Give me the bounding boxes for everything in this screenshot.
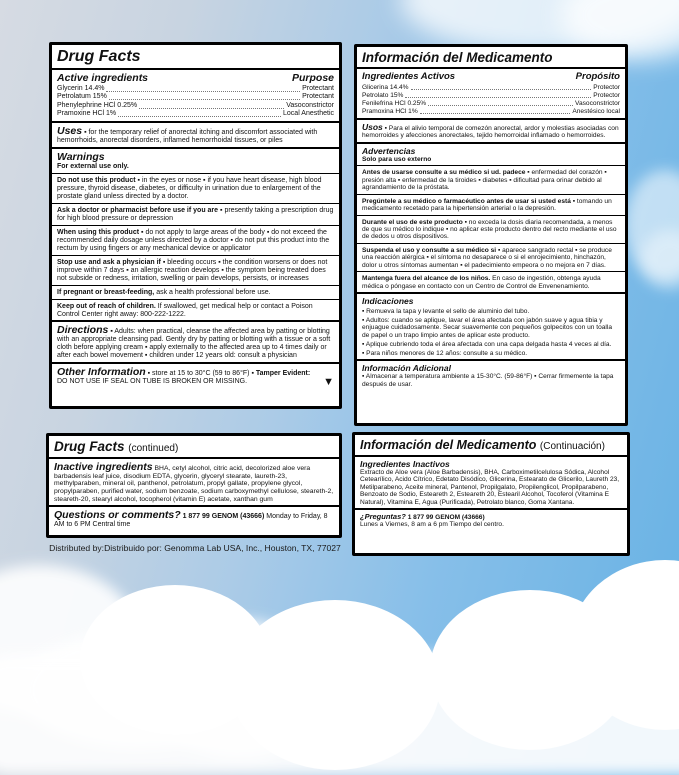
panel-info-continuacion-es [352,432,630,556]
title-text: Información del Medicamento [362,50,553,65]
indicaciones-bullet: ▪ Para niños menores de 12 años: consulte a su médico. [362,349,528,357]
ingredient-row [57,93,334,102]
warning-head: When using this product [57,228,140,236]
indicaciones-bullet: ▪ Adultos: cuando se aplique, lavar el área afectada con jabón suave y agua tibia y enjuague cuidadosamente. Secar suavemente con pequeños golpecitos con un toalla de papel o un trapo limpio antes de aplicar este producto. [362,316,613,339]
uso-externo-note: Solo para uso externo [362,155,432,163]
panel-drug-facts-en [49,42,342,409]
advertencias-heading: Advertencias [362,145,416,156]
preguntas-section [355,508,627,531]
distributed-by-line: Distributed by:Distribuido por: Genomma Lab USA, Inc., Houston, TX, 77027 [49,543,341,553]
warning-head: Suspenda el uso y consulte a su médico si [362,246,497,254]
dotted-leader [428,105,573,106]
title-text: Información del Medicamento [360,438,537,452]
inactive-ingredients-section [49,459,339,506]
ingredient-purpose: Vasoconstrictor [575,99,620,107]
tamper-evident-body: DO NOT USE IF SEAL ON TUBE IS BROKEN OR MISSING. [57,378,248,386]
dotted-leader [139,108,284,109]
dotted-leader [118,116,281,117]
ingredient-purpose: Vasoconstrictor [286,101,334,109]
pregnant-section [52,285,339,299]
warning-body: ▪ bleeding occurs ▪ the condition worsens or does not improve within 7 days ▪ an allergic reaction develops ▪ the symptom being treated does not subside or redness, irritation, swelling or pain develops, persists, or increases [57,258,328,282]
warning-head: Ask a doctor or pharmacist before use if you are [57,206,219,214]
ingredient-purpose: Local Anesthetic [283,110,334,118]
info-continuacion-title [355,435,627,457]
warning-head: Mantenga fuera del alcance de los niños. [362,275,491,283]
uses-section [52,121,339,147]
indicaciones-section [357,292,625,359]
purpose-heading: Purpose [291,71,334,84]
phone-number: 1 877 99 GENOM (43666) [182,513,265,521]
warning-body: ▪ aparece sangrado rectal ▪ se produce una reacción alérgica ▪ el síntoma no desaparece o si el enrojecimiento, hinchazón, dolor u otros síntomas aumentan ▪ el padecimiento empeora o no mejora en 7 días. [362,246,612,269]
ingredient-purpose: Protectant [302,84,334,92]
ingredient-row [362,100,620,108]
other-info-heading: Other Information [57,366,146,379]
ask-doctor-section [52,203,339,225]
do-not-use-section [52,173,339,203]
warning-body: ▪ tomando un medicamento recetado para la hipertensión arterial o la depresión. [362,197,612,213]
ingredient-name: Petrolato 15% [362,91,404,99]
ingredientes-activos-heading: Ingredientes Activos [362,71,456,83]
proposito-heading: Propósito [575,71,620,83]
ingredientes-activos-section [357,69,625,118]
ingredient-row [57,102,334,111]
warning-head: Pregúntele a su médico o farmacéutico antes de usar si usted está [362,197,571,205]
ingredient-name: Phenylephrine HCl 0.25% [57,101,138,109]
ingredient-row [362,84,620,92]
ingredientes-inactivos-section [355,457,627,509]
when-using-section [52,225,339,255]
adicional-text: ▪ Almacenar a temperatura ambiente a 15-30°C. (59-86°F) ▪ Cerrar firmemente la tapa después de usar. [362,373,614,388]
warning-body: ▪ in the eyes or nose ▪ if you have heart disease, high blood pressure, thyroid disease, diabetes, or difficulty in urination due to enlargement of the prostate gland unless directed by a doctor. [57,176,322,200]
warning-body: ask a health professional before use. [156,288,271,296]
dotted-leader [109,99,300,100]
warning-head: If pregnant or breast-feeding, [57,288,155,296]
preguntas-hours: Lunes a Viernes, 8 am a 6 pm Tiempo del centro. [360,521,504,529]
ingredient-row [57,85,334,94]
tamper-evident-head: ▪ Tamper Evident: [251,370,311,378]
inactive-ingredients-heading: Inactive ingredients [54,460,153,473]
ingredient-row [57,110,334,119]
phone-number: 1 877 99 GENOM (43666) [407,514,485,522]
antes-de-usarse-section [357,165,625,193]
dotted-leader [411,89,592,90]
warnings-heading: Warnings [57,150,105,163]
questions-hours: Monday to Friday, 8 AM to 6 PM Central time [54,513,328,529]
drug-facts-continued-title [49,436,339,459]
questions-heading: Questions or comments? [54,509,181,522]
mantenga-fuera-section [357,271,625,292]
uses-heading: Uses [57,124,83,137]
suspenda-el-uso-section [357,243,625,271]
cloud-shape [0,655,679,775]
ingredient-name: Glicerina 14.4% [362,83,409,91]
ingredient-name: Petrolatum 15% [57,93,107,101]
warning-head: Keep out of reach of children. [57,302,156,310]
warning-body: En caso de ingestión, obtenga ayuda médica o póngase en contacto con un Centro de Control de Envenenamiento. [362,275,601,290]
external-use-note: For external use only. [57,162,129,170]
ingredient-name: Pramoxina HCl 1% [362,107,418,115]
warning-head: Do not use this product [57,176,136,184]
uses-text: ▪ for the temporary relief of anorectal itching and discomfort associated with hemorrhoids, anorectal disorders, inflamed hemorrhoidal tissues, or piles [57,128,318,144]
title-text: Drug Facts [57,48,141,65]
durante-el-uso-section [357,215,625,243]
ingredientes-inactivos-text: Extracto de Aloe vera (Aloe Barbadensis), BHA, Carboximetilcelulosa Sódica, Alcohol Cetearílico, Acido Cítrico, Edetato Disódico, Glicerina, Estearato de Glicerilo, Laureth 23, Metilparabeno, Aceite mineral, Pantenol, Propilgalato, Propilenglicol, Propilparabeno, Benzoato de Sodio, Esteareth 2, Esteareth 20, Estearil Alcohol, Tocoferol (Vitamina E Natural), Vitamina E, Agua (Purificada), Petrolato blanco, Goma Xantana. [360,468,620,506]
usos-section [357,118,625,142]
warning-body: ▪ do not apply to large areas of the body ▪ do not exceed the recommended daily dosage unless directed by a doctor ▪ do not put this product into the rectum by using fingers or any mechanical device or applicator [57,228,330,252]
usos-text: ▪ Para el alivio temporal de comezón anorectal, ardor y molestias asociadas con hemorroides y afecciones anorectales, tejido hemorroidal inflamado o hemorroides. [362,124,619,140]
ingredient-purpose: Protectant [302,93,334,101]
panel-info-medicamento-es [354,44,628,426]
triangle-down-icon: ▼ [323,375,334,388]
ingredient-row [362,108,620,116]
warnings-heading-section [52,147,339,173]
directions-heading: Directions [57,324,109,337]
dotted-leader [405,97,591,98]
title-suffix: (continued) [128,443,179,454]
ingredient-purpose: Protector [593,83,620,91]
panel-drug-facts-continued-en [46,433,342,538]
informacion-adicional-section [357,359,625,390]
title-suffix: (Continuación) [539,441,605,452]
preguntas-heading: ¿Preguntas? [360,512,406,522]
questions-section [49,505,339,531]
ingredientes-inactivos-heading: Ingredientes Inactivos [360,458,450,469]
usos-heading: Usos [362,121,383,132]
preguntele-section [357,194,625,215]
warning-body: ▪ no exceda la dosis diaria recomendada, a menos de que su médico lo indique ▪ no aplicar este producto dentro del recto mediante el uso de dedos u otros dispositivos. [362,218,617,241]
inactive-ingredients-text: BHA, cetyl alcohol, citric acid, decolorized aloe vera barbadensis leaf juice, disodium EDTA, glycerin, glyceryl stearate, laureth-23, methylparaben, mineral oil, panthenol, petrolatum, propyl gallate, propylene glycol, propylparaben, purified water, sodium benzoate, sodium carboxymethyl cellulose, steareth-2, steareth-20, stearyl alcohol, tocopherol (vitamin E) acetate, xanthan gum [54,464,334,503]
indicaciones-bullet: ▪ Aplique cubriendo toda el área afectada con una capa delgada hasta 4 veces al día. [362,340,612,348]
warning-head: Stop use and ask a physician if [57,258,161,266]
warning-body: If swallowed, get medical help or contact a Poison Control Center right away: 800-222-1222. [57,302,313,318]
ingredient-purpose: Protector [593,91,620,99]
keep-out-of-reach-section [52,299,339,321]
informacion-adicional-heading: Información Adicional [362,363,451,374]
info-medicamento-title [357,47,625,69]
ingredient-row [362,92,620,100]
ingredient-name: Fenilefrina HCl 0.25% [362,99,427,107]
indicaciones-heading: Indicaciones [362,296,414,307]
warning-head: Antes de usarse consulte a su médico si ud. padece [362,169,526,177]
advertencias-heading-section [357,142,625,166]
active-ingredients-section [52,70,339,121]
dotted-leader [106,91,300,92]
directions-text: ▪ Adults: when practical, cleanse the affected area by patting or blotting with an appropriate cleansing pad. Gently dry by patting or blotting with a tissue or a soft cloth before applying cream ▪ apply externally to the affected area up to 4 times daily or after each bowel movement ▪ children under 12 years old: consult a physician [57,328,331,360]
dotted-leader [420,113,571,114]
warning-head: Durante el uso de este producto [362,218,463,226]
warning-body: ▪ enfermedad del corazón ▪ presión alta ▪ enfermedad de la tiroides ▪ diabetes ▪ dificultad para orinar debido al agrandamiento de la próstata. [362,169,607,192]
indicaciones-bullet: ▪ Remueva la tapa y levante el sello de aluminio del tubo. [362,307,530,315]
title-text: Drug Facts [54,439,125,454]
drug-facts-title [52,45,339,70]
other-information-section [52,362,339,388]
directions-section [52,320,339,362]
storage-text: ▪ store at 15 to 30°C (59 to 86°F) [147,370,250,378]
ingredient-name: Pramoxine HCl 1% [57,110,117,118]
active-ingredients-heading: Active ingredients [57,71,149,84]
stop-use-section [52,255,339,285]
ingredient-name: Glycerin 14.4% [57,84,105,92]
ingredient-purpose: Anestésico local [572,107,620,115]
warning-body: ▪ presently taking a prescription drug for high blood pressure or depression [57,206,334,222]
